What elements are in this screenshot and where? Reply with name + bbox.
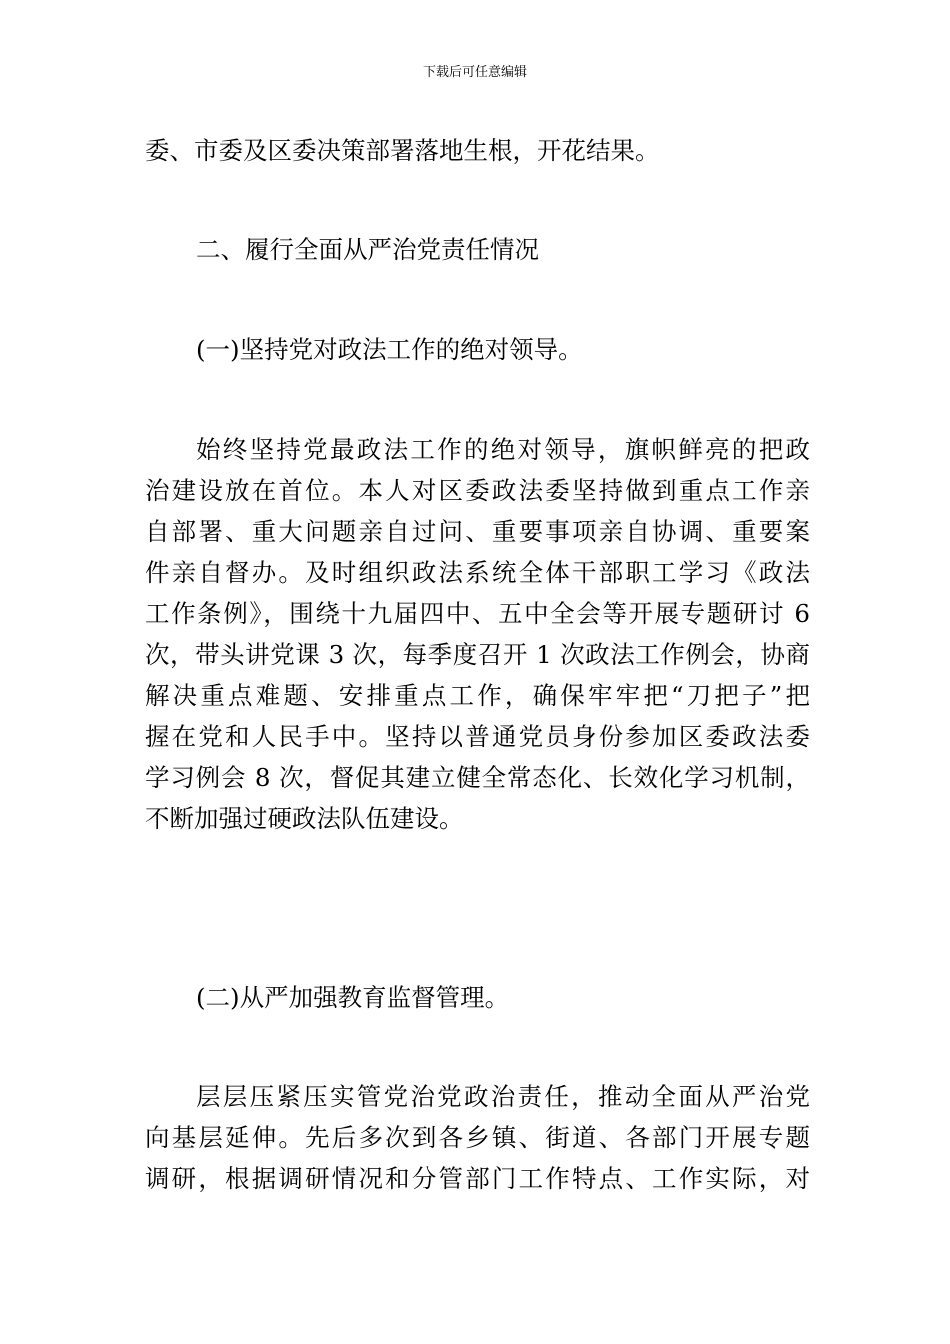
- subsection-heading-text: (二)从严加强教育监督管理。: [196, 983, 510, 1012]
- paragraph-line: 学习例会 8 次，督促其建立健全常态化、长效化学习机制，: [145, 763, 810, 792]
- paragraph-line: 自部署、重大问题亲自过问、重要事项亲自协调、重要案: [145, 517, 810, 546]
- subsection-heading-1: [145, 329, 810, 370]
- section-heading-text: 二、履行全面从严治党责任情况: [196, 235, 539, 264]
- continuation-paragraph: [145, 130, 810, 171]
- paragraph-line: 委、市委及区委决策部署落地生根，开花结果。: [145, 136, 660, 165]
- subsection-heading-2: [145, 977, 810, 1018]
- paragraph-line: 层层压紧压实管党治党政治责任，推动全面从严治党: [196, 1082, 810, 1111]
- paragraph-line: 始终坚持党最政法工作的绝对领导，旗帜鲜亮的把政: [196, 435, 810, 464]
- paragraph-2: [145, 1076, 810, 1199]
- page-header: 下载后可任意编辑: [422, 65, 527, 80]
- paragraph-line: 不断加强过硬政法队伍建设。: [145, 804, 464, 833]
- paragraph-line: 件亲自督办。及时组织政法系统全体干部职工学习《政法: [145, 558, 810, 587]
- paragraph-line: 握在党和人民手中。坚持以普通党员身份参加区委政法委: [145, 722, 810, 751]
- paragraph-line: 治建设放在首位。本人对区委政法委坚持做到重点工作亲: [145, 476, 810, 505]
- subsection-heading-text: (一)坚持党对政法工作的绝对领导。: [196, 335, 583, 364]
- paragraph-line: 解决重点难题、安排重点工作，确保牢牢把“刀把子”把: [145, 681, 810, 710]
- paragraph-line: 次，带头讲党课 3 次，每季度召开 1 次政法工作例会，协商: [145, 640, 810, 669]
- paragraph-line: 向基层延伸。先后多次到各乡镇、街道、各部门开展专题: [145, 1123, 810, 1152]
- paragraph-1: [145, 429, 810, 839]
- section-heading: [145, 229, 810, 270]
- paragraph-line: 调研，根据调研情况和分管部门工作特点、工作实际，对: [145, 1164, 810, 1193]
- paragraph-line: 工作条例》，围绕十九届四中、五中全会等开展专题研讨 6: [145, 599, 810, 628]
